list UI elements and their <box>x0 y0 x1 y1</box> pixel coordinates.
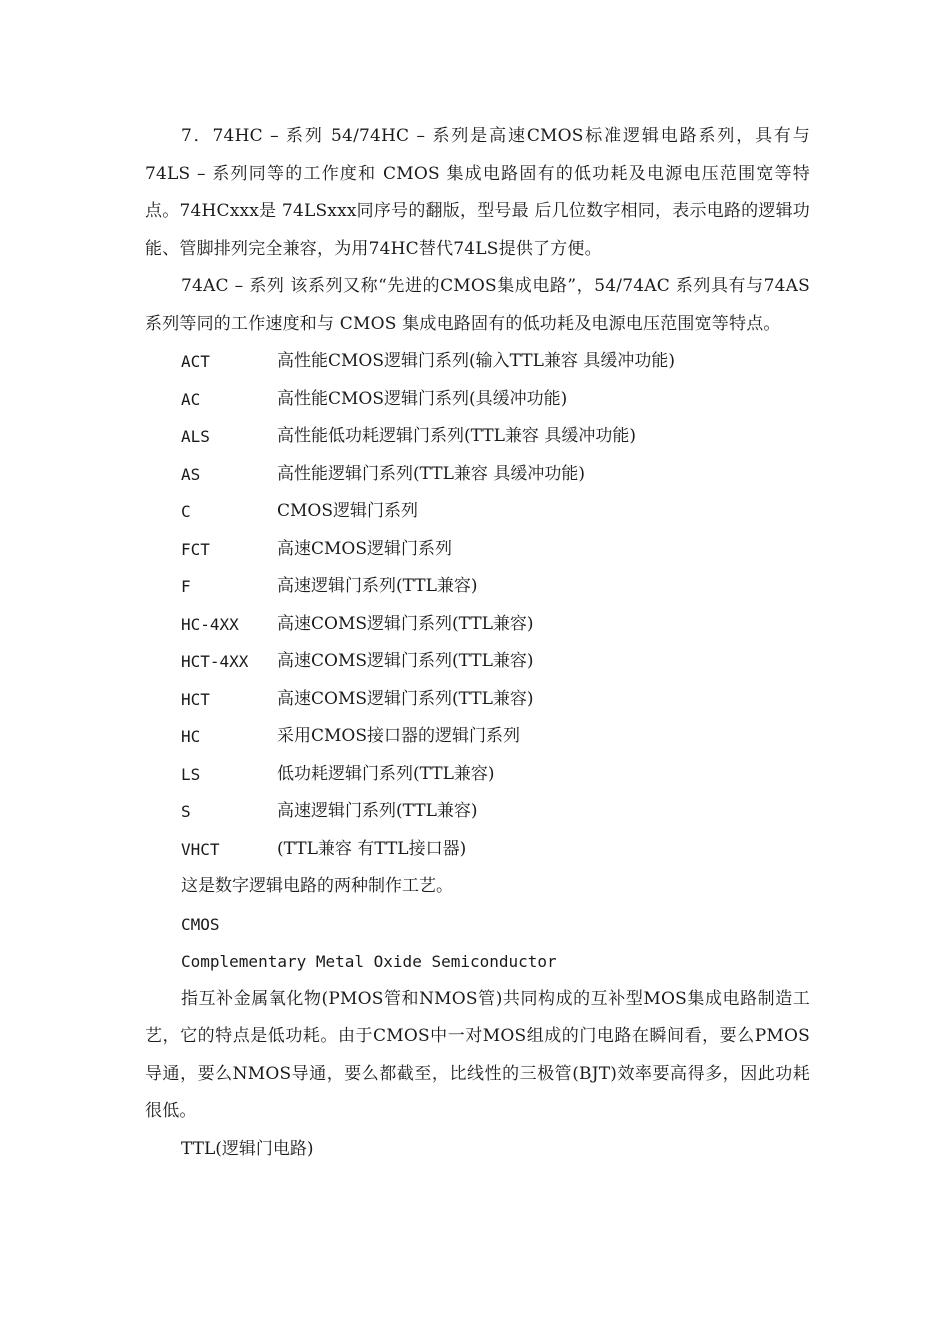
family-desc: 高性能CMOS逻辑门系列(输入TTL兼容 具缓冲功能) <box>277 351 675 371</box>
family-desc: 高性能CMOS逻辑门系列(具缓冲功能) <box>277 388 568 409</box>
cmos-heading: CMOS <box>181 914 220 934</box>
list-item <box>145 381 810 419</box>
family-desc: 高性能低功耗逻辑门系列(TTL兼容 具缓冲功能) <box>277 426 636 446</box>
family-code: HC <box>181 727 201 746</box>
family-desc: 采用CMOS接口器的逻辑门系列 <box>277 726 520 746</box>
family-desc: 高速逻辑门系列(TTL兼容) <box>277 576 478 596</box>
document-page <box>145 118 810 1168</box>
family-desc: CMOS逻辑门系列 <box>277 501 418 521</box>
list-item <box>145 343 810 381</box>
family-desc: 低功耗逻辑门系列(TTL兼容) <box>277 763 495 784</box>
family-list <box>145 343 810 868</box>
family-desc: 高速COMS逻辑门系列(TTL兼容) <box>277 688 534 709</box>
family-code: HCT-4XX <box>181 652 249 671</box>
family-code: LS <box>181 764 201 784</box>
ttl-heading: TTL(逻辑门电路) <box>181 1138 314 1159</box>
cmos-full-name: Complementary Metal Oxide Semiconductor <box>181 952 557 971</box>
family-code: S <box>181 802 191 821</box>
family-code: HC-4XX <box>181 614 239 634</box>
list-item <box>145 418 810 456</box>
craft-intro: 这是数字逻辑电路的两种制作工艺。 <box>181 876 453 896</box>
family-desc: 高速COMS逻辑门系列(TTL兼容) <box>277 651 534 671</box>
family-code: ALS <box>181 427 210 446</box>
list-item <box>145 718 810 756</box>
family-desc: 高速逻辑门系列(TTL兼容) <box>277 801 478 821</box>
list-item <box>145 606 810 644</box>
family-desc: 高速COMS逻辑门系列(TTL兼容) <box>277 613 534 634</box>
list-item <box>145 493 810 531</box>
list-item <box>145 756 810 794</box>
list-item <box>145 831 810 869</box>
family-desc: 高性能逻辑门系列(TTL兼容 具缓冲功能) <box>277 463 585 484</box>
list-item <box>145 681 810 719</box>
list-item <box>145 568 810 606</box>
family-code: FCT <box>181 539 210 559</box>
family-code: C <box>181 502 191 521</box>
paragraph-74hc: 7．74HC – 系列 54/74HC – 系列是高速CMOS标准逻辑电路系列，具有与74LS – 系列同等的工作度和 CMOS 集成电路固有的低功耗及电源电压范围宽等特点。74HCxxx是 74LSxxx同序号的翻版，型号最 后几位数字相同，表示电路的逻辑功能、管脚排列完全兼容，为用74HC替代74LS提供了方便。 <box>145 126 810 259</box>
list-item <box>145 456 810 494</box>
family-code: F <box>181 577 191 596</box>
list-item <box>145 531 810 569</box>
family-desc: 高速CMOS逻辑门系列 <box>277 538 452 559</box>
family-code: ACT <box>181 352 210 371</box>
family-desc: (TTL兼容 有TTL接口器) <box>277 838 467 859</box>
paragraph-74ac: 74AC – 系列 该系列又称“先进的CMOS集成电路”，54/74AC 系列具有与74AS 系列等同的工作速度和与 CMOS 集成电路固有的低功耗及电源电压范围宽等特点。 <box>145 276 810 334</box>
list-item <box>145 793 810 831</box>
paragraph-cmos: 指互补金属氧化物(PMOS管和NMOS管)共同构成的互补型MOS集成电路制造工艺，它的特点是低功耗。由于CMOS中一对MOS组成的门电路在瞬间看，要么PMOS导通，要么NMOS导通，要么都截至，比线性的三极管(BJT)效率要高得多，因此功耗很低。 <box>145 988 810 1121</box>
list-item <box>145 643 810 681</box>
family-code: VHCT <box>181 839 220 859</box>
family-code: HCT <box>181 689 210 709</box>
family-code: AS <box>181 464 201 484</box>
family-code: AC <box>181 389 201 409</box>
